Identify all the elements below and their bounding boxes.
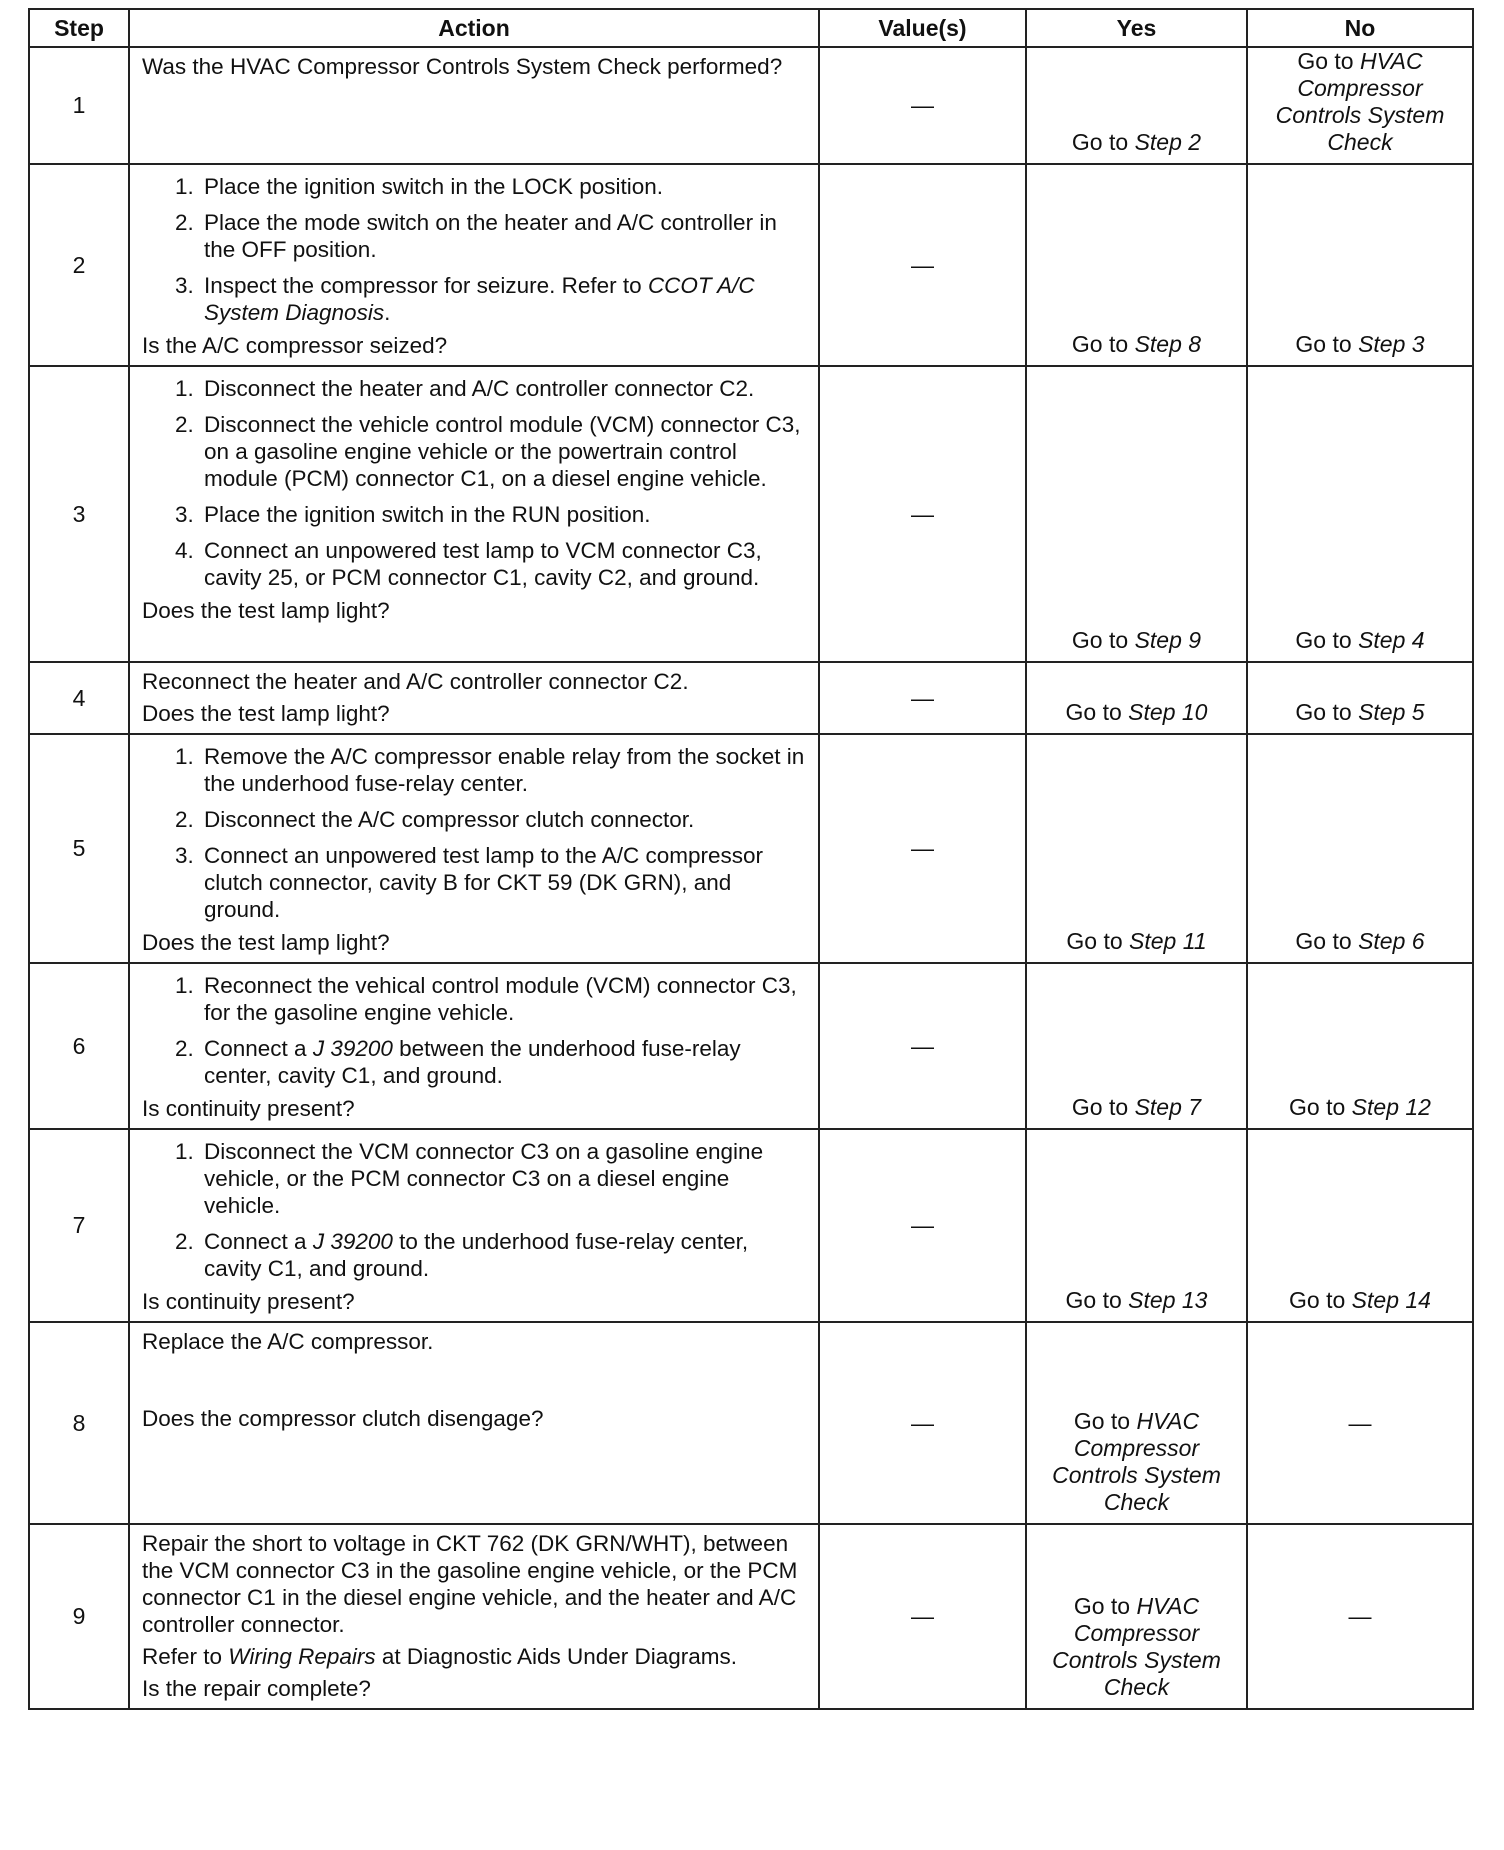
go-to-label: Go to	[1295, 699, 1359, 725]
value-cell: —	[819, 47, 1026, 164]
header-step: Step	[29, 9, 129, 47]
dash: —	[1348, 1603, 1372, 1629]
no-cell	[1247, 662, 1473, 734]
table-row	[29, 1524, 1473, 1709]
go-to-target: Step 6	[1358, 928, 1425, 954]
yes-cell	[1026, 1524, 1247, 1709]
value-cell: —	[819, 366, 1026, 662]
action-step-item: 1. Place the ignition switch in the LOCK position.	[200, 173, 808, 200]
table-row	[29, 366, 1473, 662]
question: Is continuity present?	[142, 1289, 355, 1314]
action-step-item: 1. Disconnect the heater and A/C controller connector C2.	[200, 375, 808, 402]
no-cell	[1247, 963, 1473, 1129]
go-to-target: Step 5	[1358, 699, 1425, 725]
yes-cell	[1026, 734, 1247, 963]
action-step-item: 4. Connect an unpowered test lamp to VCM connector C3, cavity 25, or PCM connector C1, cavity C2, and ground.	[200, 537, 808, 591]
table-row	[29, 47, 1473, 164]
step-number: 7	[29, 1129, 129, 1322]
step-number: 8	[29, 1322, 129, 1524]
action-step-item: 3. Place the ignition switch in the RUN position.	[200, 501, 808, 528]
go-to-label: Go to	[1073, 1408, 1137, 1434]
go-to-label: Go to	[1297, 48, 1360, 74]
go-to-label: Go to	[1071, 129, 1135, 155]
go-to-label: Go to	[1295, 627, 1359, 653]
action-cell	[129, 734, 819, 963]
value-cell: —	[819, 1129, 1026, 1322]
no-cell	[1247, 1322, 1473, 1524]
table-row	[29, 662, 1473, 734]
question: Does the test lamp light?	[142, 598, 390, 623]
header-yes: Yes	[1026, 9, 1247, 47]
action-cell	[129, 164, 819, 366]
no-cell	[1247, 47, 1473, 164]
question: Does the compressor clutch disengage?	[142, 1406, 544, 1431]
go-to-target: Step 2	[1134, 129, 1202, 155]
table-row	[29, 963, 1473, 1129]
action-text: Reconnect the heater and A/C controller connector C2.	[142, 669, 689, 694]
no-cell	[1247, 164, 1473, 366]
action-step-item: 1. Disconnect the VCM connector C3 on a gasoline engine vehicle, or the PCM connector C3 on a diesel engine vehicle.	[200, 1138, 808, 1219]
step-number: 4	[29, 662, 129, 734]
dash: —	[1348, 1409, 1372, 1436]
action-steps-list	[142, 173, 808, 326]
value-cell: —	[819, 1322, 1026, 1524]
question: Is the repair complete?	[142, 1676, 371, 1701]
action-step-item: 1. Remove the A/C compressor enable relay from the socket in the underhood fuse-relay center.	[200, 743, 808, 797]
go-to-target: Step 12	[1351, 1094, 1431, 1120]
go-to-target: Step 10	[1128, 699, 1208, 725]
table-row	[29, 1322, 1473, 1524]
action-cell	[129, 366, 819, 662]
go-to-target: HVAC Compressor Controls System Check	[1275, 48, 1445, 155]
action-text: Replace the A/C compressor.	[142, 1329, 434, 1354]
question: Is the A/C compressor seized?	[142, 333, 448, 358]
action-cell	[129, 1129, 819, 1322]
text: between the underhood fuse-relay center, cavity C1, and ground.	[204, 1036, 741, 1088]
header-no: No	[1247, 9, 1473, 47]
action-step-item: 3. Connect an unpowered test lamp to the A/C compressor clutch connector, cavity B for CKT 59 (DK GRN), and ground.	[200, 842, 808, 923]
action-step-item	[200, 272, 808, 326]
header-action: Action	[129, 9, 819, 47]
table-row	[29, 734, 1473, 963]
go-to-target: Step 4	[1358, 627, 1425, 653]
yes-cell	[1026, 1129, 1247, 1322]
action-step-item: 1. Reconnect the vehical control module (VCM) connector C3, for the gasoline engine vehicle.	[200, 972, 808, 1026]
go-to-target: HVAC Compressor Controls System Check	[1052, 1593, 1221, 1700]
action-step-item: 2. Place the mode switch on the heater and A/C controller in the OFF position.	[200, 209, 808, 263]
reference: Wiring Repairs	[228, 1644, 376, 1669]
value-cell: —	[819, 164, 1026, 366]
step-number: 9	[29, 1524, 129, 1709]
action-steps-list	[142, 743, 808, 923]
header-values: Value(s)	[819, 9, 1026, 47]
step-number: 5	[29, 734, 129, 963]
step-number: 3	[29, 366, 129, 662]
action-step-item: 2. Disconnect the vehicle control module (VCM) connector C3, on a gasoline engine vehicle or the powertrain control module (PCM) connector C1, on a diesel engine vehicle.	[200, 411, 808, 492]
yes-cell	[1026, 164, 1247, 366]
value-cell: —	[819, 963, 1026, 1129]
table-row	[29, 1129, 1473, 1322]
table-body	[29, 47, 1473, 1709]
step-number: 1	[29, 47, 129, 164]
question: Is continuity present?	[142, 1096, 355, 1121]
yes-cell	[1026, 366, 1247, 662]
go-to-target: HVAC Compressor Controls System Check	[1052, 1408, 1221, 1515]
action-text: Was the HVAC Compressor Controls System Check performed?	[142, 54, 783, 79]
go-to-target: Step 14	[1351, 1287, 1431, 1313]
go-to-label: Go to	[1071, 1094, 1135, 1120]
action-text	[142, 1643, 808, 1670]
value-cell: —	[819, 662, 1026, 734]
header-row	[29, 9, 1473, 47]
reference: CCOT A/C System Diagnosis	[204, 273, 755, 325]
diagnostic-table	[28, 8, 1474, 1710]
text: at Diagnostic Aids Under Diagrams.	[375, 1644, 738, 1669]
yes-cell	[1026, 662, 1247, 734]
go-to-label: Go to	[1071, 627, 1135, 653]
action-steps-list	[142, 972, 808, 1089]
yes-cell	[1026, 963, 1247, 1129]
text: Inspect the compressor for seizure. Refer to	[204, 273, 648, 298]
go-to-label: Go to	[1071, 331, 1135, 357]
step-number: 2	[29, 164, 129, 366]
question: Does the test lamp light?	[142, 930, 390, 955]
text: Connect a	[204, 1036, 313, 1061]
action-cell	[129, 662, 819, 734]
action-step-item: 2. Disconnect the A/C compressor clutch connector.	[200, 806, 808, 833]
go-to-label: Go to	[1065, 699, 1129, 725]
text: Connect a	[204, 1229, 313, 1254]
go-to-label: Go to	[1289, 1094, 1352, 1120]
text: to the underhood fuse-relay center, cavity C1, and ground.	[204, 1229, 749, 1281]
go-to-label: Go to	[1295, 928, 1359, 954]
go-to-label: Go to	[1073, 1593, 1137, 1619]
text: .	[384, 300, 391, 325]
no-cell	[1247, 734, 1473, 963]
no-cell	[1247, 366, 1473, 662]
reference: J 39200	[312, 1036, 393, 1061]
question: Does the test lamp light?	[142, 701, 390, 726]
go-to-target: Step 7	[1134, 1094, 1202, 1120]
go-to-target: Step 8	[1134, 331, 1202, 357]
go-to-target: Step 9	[1134, 627, 1202, 653]
action-steps-list	[142, 375, 808, 591]
go-to-label: Go to	[1289, 1287, 1352, 1313]
value-cell: —	[819, 734, 1026, 963]
reference: J 39200	[312, 1229, 393, 1254]
go-to-target: Step 3	[1358, 331, 1425, 357]
go-to-label: Go to	[1065, 1287, 1129, 1313]
value-cell: —	[819, 1524, 1026, 1709]
step-number: 6	[29, 963, 129, 1129]
go-to-target: Step 11	[1129, 928, 1207, 954]
action-cell	[129, 1322, 819, 1524]
yes-cell	[1026, 1322, 1247, 1524]
action-cell	[129, 47, 819, 164]
go-to-label: Go to	[1066, 928, 1130, 954]
no-cell	[1247, 1129, 1473, 1322]
yes-cell	[1026, 47, 1247, 164]
go-to-target: Step 13	[1128, 1287, 1208, 1313]
go-to-label: Go to	[1295, 331, 1359, 357]
table-row	[29, 164, 1473, 366]
action-text: Repair the short to voltage in CKT 762 (DK GRN/WHT), between the VCM connector C3 in the gasoline engine vehicle, or the PCM connector C1 in the diesel engine vehicle, and the heater and A/C controller connector.	[142, 1531, 798, 1637]
no-cell	[1247, 1524, 1473, 1709]
action-step-item	[200, 1228, 808, 1282]
action-step-item	[200, 1035, 808, 1089]
action-cell	[129, 963, 819, 1129]
text: Refer to	[142, 1644, 229, 1669]
action-cell	[129, 1524, 819, 1709]
action-steps-list	[142, 1138, 808, 1282]
